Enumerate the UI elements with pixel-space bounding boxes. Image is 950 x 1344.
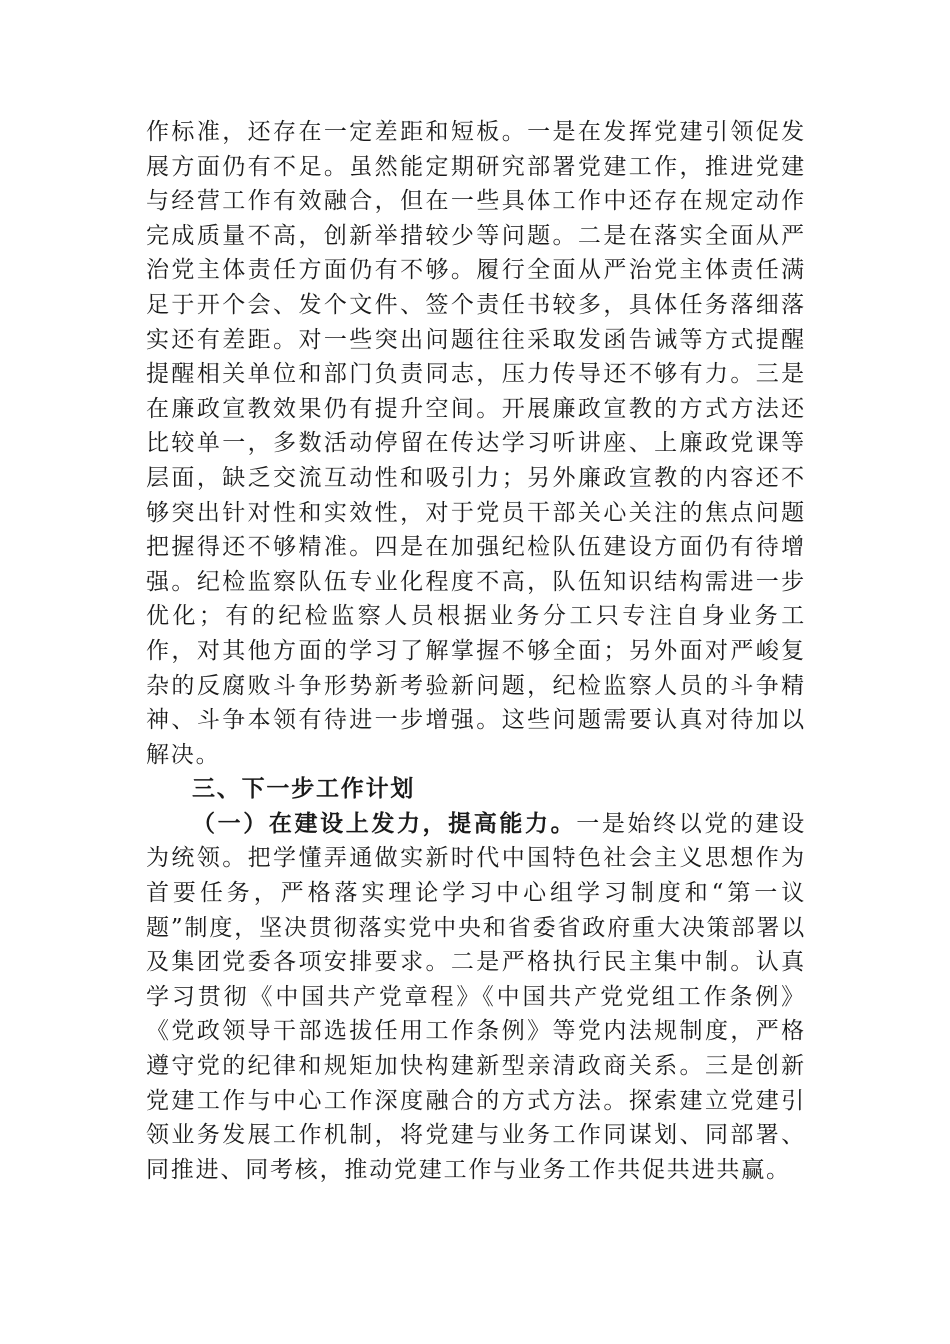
section-paragraph: [146, 807, 806, 1188]
section-heading: 三、下一步工作计划: [192, 776, 416, 803]
section-paragraph-body: 一是始终以党的建设为统领。把学懂弄通做实新时代中国特色社会主义思想作为首要任务，严格落实理论学习中心组学习制度和“第一议题”制度，坚决贯彻落实党中央和省委省政府重大决策部署以及集团党委各项安排要求。二是严格执行民主集中制。认真学习贯彻《中国共产党章程》《中国共产党党组工作条例》《党政领导干部选拔任用工作条例》等党内法规制度，严格遵守党的纪律和规矩加快构建新型亲清政商关系。三是创新党建工作与中心工作深度融合的方式方法。探索建立党建引领业务发展工作机制，将党建与业务工作同谋划、同部署、同推进、同考核，推动党建工作与业务工作共促共进共赢。: [146, 810, 807, 1183]
document-body: [146, 115, 806, 1187]
section-paragraph-lead: （一）在建设上发力，提高能力。: [192, 810, 577, 837]
paragraph-continued: 作标准，还存在一定差距和短板。一是在发挥党建引领促发展方面仍有不足。虽然能定期研究部署党建工作，推进党建与经营工作有效融合，但在一些具体工作中还存在规定动作完成质量不高，创新举措较少等问题。二是在落实全面从严治党主体责任方面仍有不够。履行全面从严治党主体责任满足于开个会、发个文件、签个责任书较多，具体任务落细落实还有差距。对一些突出问题往往采取发函告诫等方式提醒提醒相关单位和部门负责同志，压力传导还不够有力。三是在廉政宣教效果仍有提升空间。开展廉政宣教的方式方法还比较单一，多数活动停留在传达学习听讲座、上廉政党课等层面，缺乏交流互动性和吸引力；另外廉政宣教的内容还不够突出针对性和实效性，对于党员干部关心关注的焦点问题把握得还不够精准。四是在加强纪检队伍建设方面仍有待增强。纪检监察队伍专业化程度不高，队伍知识结构需进一步优化；有的纪检监察人员根据业务分工只专注自身业务工作，对其他方面的学习了解掌握不够全面；另外面对严峻复杂的反腐败斗争形势新考验新问题，纪检监察人员的斗争精神、斗争本领有待进一步增强。这些问题需要认真对待加以解决。: [146, 119, 806, 768]
